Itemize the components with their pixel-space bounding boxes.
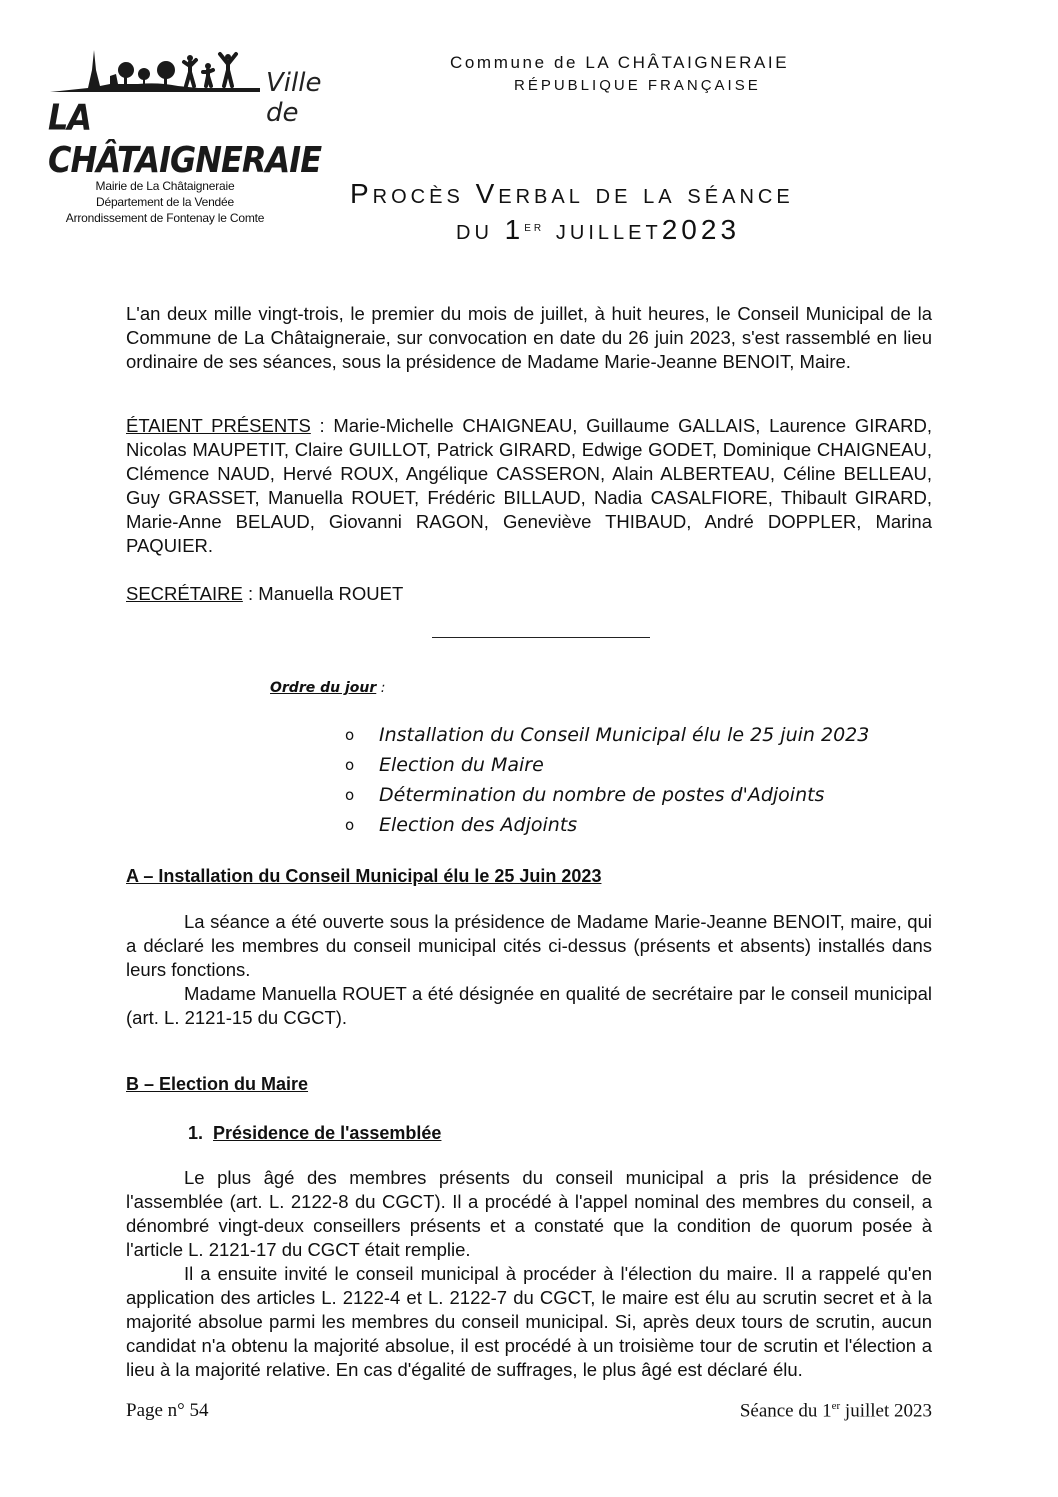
presents-paragraph <box>126 414 932 558</box>
list-item <box>345 720 869 750</box>
section-a-heading: A – Installation du Conseil Municipal élu le 25 Juin 2023 <box>126 866 602 886</box>
footer-date-pre: Séance du 1 <box>739 1400 832 1422</box>
mairie-line: Mairie de La Châtaigneraie <box>95 179 235 193</box>
secretaire-paragraph <box>126 582 932 606</box>
document-title-line2 <box>456 214 740 246</box>
section-b-body <box>126 1166 932 1382</box>
logo-name-text: LA CHÂTAIGNERAIE <box>48 96 322 182</box>
subsection-number: 1. <box>188 1123 204 1143</box>
agenda-item-text: Détermination du nombre de postes d'Adjoints <box>379 784 825 806</box>
secretaire-label: SECRÉTAIRE <box>126 583 243 604</box>
subsection-title: Présidence de l'assemblée <box>213 1123 442 1143</box>
subsection-heading <box>188 1123 441 1144</box>
bullet-icon: o <box>345 726 355 744</box>
agenda-item-text: Election du Maire <box>379 754 544 776</box>
presents-list: : Marie-Michelle CHAIGNEAU, Guillaume GALLAIS, Laurence GIRARD, Nicolas MAUPETIT, Claire GUILLOT, Patrick GIRARD, Edwige GODET, Dominique CHAIGNEAU, Clémence NAUD, Hervé ROUX, Angélique CASSERON, Alain ALBERTEAU, Céline BELLEAU, Guy GRASSET, Manuella ROUET, Frédéric BILLAUD, Nadia CASALFIORE, Thibault GIRARD, Marie-Anne BELAUD, Giovanni RAGON, Geneviève THIBAUD, André DOPPLER, Marina PAQUIER. <box>126 415 932 556</box>
document-title-line1 <box>350 178 794 210</box>
section-b-paragraph: Le plus âgé des membres présents du conseil municipal a pris la présidence de l'assemblée (art. L. 2122-8 du CGCT). Il a procédé à l'appel nominal des membres du conseil, a dénombré vingt-deux conseillers présents et a constaté que la condition de quorum posée à l'article L. 2121-17 du CGCT était remplie. <box>126 1167 932 1260</box>
agenda-list <box>345 720 869 840</box>
intro-paragraph: L'an deux mille vingt-trois, le premier du mois de juillet, à huit heures, le Conseil Municipal de la Commune de La Châtaigneraie, sur convocation en date du 26 juin 2023, s'est rassemblé en lieu ordinaire de ses séances, sous la présidence de Madame Marie-Jeanne BENOIT, Maire. <box>126 303 932 372</box>
ordre-label: Ordre du jour <box>270 680 377 696</box>
mairie-line: Département de la Vendée <box>96 195 234 209</box>
ordre-suffix: : <box>376 680 386 696</box>
title-text: Procès Verbal de la séance <box>350 178 794 209</box>
ordre-du-jour-label <box>270 680 385 696</box>
list-item <box>345 750 869 780</box>
bullet-icon: o <box>345 786 355 804</box>
section-a-paragraph: Madame Manuella ROUET a été désignée en qualité de secrétaire par le conseil municipal (art. L. 2121-15 du CGCT). <box>126 983 932 1028</box>
bullet-icon: o <box>345 756 355 774</box>
presents-label: ÉTAIENT PRÉSENTS <box>126 415 311 436</box>
section-b-paragraph: Il a ensuite invité le conseil municipal à procéder à l'élection du maire. Il a rappelé qu'en application des articles L. 2122-4 et L. 2122-7 du CGCT, le maire est élu au scrutin secret et à la majorité absolue parmi les membres du conseil municipal. Si, après deux tours de scrutin, aucun candidat n'a obtenu la majorité absolue, il est procédé à un troisième tour de scrutin et l'élection a lieu à la majorité relative. En cas d'égalité de suffrages, le plus âgé est déclaré élu. <box>126 1263 932 1380</box>
page-number: Page n° 54 <box>126 1400 209 1421</box>
section-b-heading: B – Election du Maire <box>126 1074 309 1094</box>
list-item <box>345 810 869 840</box>
footer-date-sup: er <box>831 1400 841 1412</box>
mairie-block <box>40 178 290 226</box>
logo-ville-text: Ville de <box>266 68 322 128</box>
secretaire-name: : Manuella ROUET <box>242 583 404 604</box>
agenda-item-text: Election des Adjoints <box>379 814 578 836</box>
bullet-icon: o <box>345 816 355 834</box>
title-date-sup: er <box>524 218 545 234</box>
footer-seance-date <box>740 1400 932 1422</box>
section-a-paragraph: La séance a été ouverte sous la présidence de Madame Marie-Jeanne BENOIT, maire, qui a déclaré les membres du conseil municipal cités ci-dessus (présents et absents) installés dans leurs fonctions. <box>126 911 932 980</box>
title-date-post: juillet2023 <box>544 214 741 245</box>
divider <box>432 637 650 638</box>
title-date-pre: du 1 <box>456 214 525 245</box>
footer-date-post: juillet 2023 <box>840 1400 932 1422</box>
agenda-item-text: Installation du Conseil Municipal élu le 25 juin 2023 <box>379 724 870 746</box>
commune-title: Commune de LA CHÂTAIGNERAIE <box>450 53 790 72</box>
town-logo <box>48 48 340 182</box>
mairie-line: Arrondissement de Fontenay le Comte <box>65 211 265 225</box>
republique-title: RÉPUBLIQUE FRANÇAISE <box>514 77 761 94</box>
section-a-body <box>126 910 932 1030</box>
list-item <box>345 780 869 810</box>
